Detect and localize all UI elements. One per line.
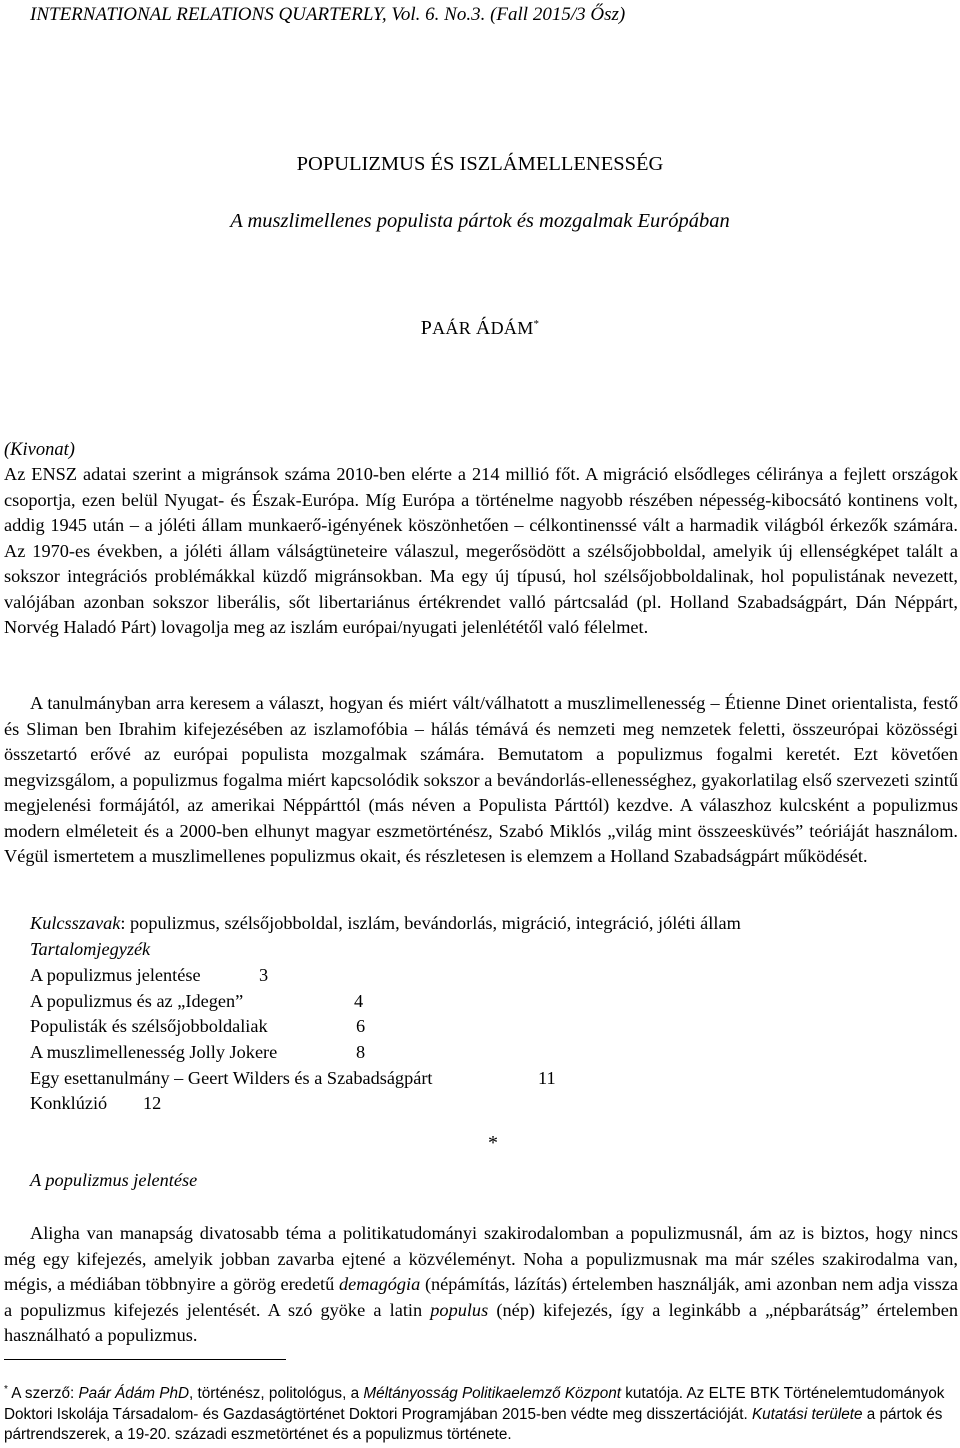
footnote-emphasis-1: Paár Ádám PhD [78,1385,190,1403]
section-emphasis-1: demagógia [338,1274,421,1294]
paper-subtitle: A muszlimellenes populista pártok és mozgalmak Európában [230,210,730,232]
footnote-emphasis-3: Kutatási területe [751,1405,863,1423]
toc-title: Tartalomjegyzék [30,939,151,959]
section-emphasis-2: populus [430,1299,489,1320]
keywords-label: Kulcsszavak [30,913,121,933]
journal-header: INTERNATIONAL RELATIONS QUARTERLY, Vol. 6. No.3. (Fall 2015/3 Ősz) [30,4,626,25]
footnote-text-1: A szerző: [7,1385,79,1403]
footnote-text-4: a pártok és pártrendszerek, a 19-20. századi eszmetörténet és a populizmus története. [4,1405,943,1444]
toc-item-page: 4 [354,991,364,1011]
abstract-paragraph-2-text: A tanulmányban arra keresem a választ, hogyan és miért vált/válhatott a muszlimellenesség – Étienne Dinet orientalista, festő és Sliman ben Ibrahim kifejezésében az iszlamofóbia – hálás témává és nemzeti meg nemzetek feletti, összeurópai közösségi összetartó erővé az európai populista mozgalmak számára. Bemutatom a populizmus fogalmi keretét. Ezt követően megvizsgálom, a populizmus fogalma miért kapcsolódik sokszor a bevándorlás-ellenességhez, gyakorlatilag első szervezeti szintű megjelenési formájától, az amerikai Néppárttól (más néven a Populista Párttól) kezdve. A válaszhoz kulcsként a populizmus modern elméleteit és a 2000-ben elhunyt magyar eszmetörténész, Szabó Miklós „világ mint összeesküvés” teóriáját használom. Végül ismertetem a muszlimellenes populizmus okait, és részletesen is elemzem a Holland Szabadságpárt működését. [4,693,958,866]
toc-item [30,1016,366,1037]
footnote-rule [4,1359,286,1360]
toc-item [30,1042,366,1063]
keywords-text: : populizmus, szélsőjobboldal, iszlám, bevándorlás, migráció, integráció, jóléti állam [120,913,741,933]
toc-item-label: Egy esettanulmány – Geert Wilders és a Szabadságpárt [30,1068,433,1088]
abstract-paragraph-2 [4,691,958,870]
author-name [0,317,960,340]
footnote [4,1380,954,1446]
toc-item-label: A populizmus jelentése [30,965,201,985]
toc-item-label: A muszlimellenesség Jolly Jokere [30,1042,278,1062]
author-initial-1: P [420,317,433,339]
section-separator: * [488,1132,498,1154]
keywords [30,913,741,934]
section-heading: A populizmus jelentése [30,1170,198,1190]
toc-item-page: 11 [538,1068,556,1088]
toc-item-page: 6 [356,1016,366,1036]
toc-item [30,1068,556,1089]
toc-item-page: 3 [259,965,269,985]
footnote-text-2: , történész, politológus, a [189,1385,364,1403]
abstract-label: (Kivonat) [4,440,75,460]
toc-item-label: Populisták és szélsőjobboldaliak [30,1016,268,1036]
footnote-text-3: kutatója. Az ELTE BTK Történelemtudományok Doktori Iskolája Társadalom- és Gazdaságtörténet Doktori Programjában 2015-ben védte meg disszertációját. [4,1385,945,1423]
author-part-1: AÁR [432,318,476,338]
toc-item [30,965,269,986]
toc-item [30,991,364,1012]
author-part-2: DÁM [490,318,534,338]
toc-item-label: A populizmus és az „Idegen” [30,991,244,1011]
toc-item-page: 12 [143,1093,162,1113]
toc-item-page: 8 [356,1042,366,1062]
footnote-mark: * [4,1384,8,1395]
paper-title: POPULIZMUS ÉS ISZLÁMELLENESSÉG [296,153,664,175]
toc-item [30,1093,162,1114]
section-text-2: (népámítás, lázítás) értelemben használják, ami azonban nem adja vissza a populizmus kifejezés jelentését. A szó gyöke a latin [4,1274,958,1320]
author-footnote-mark: * [533,318,540,330]
section-text-3: (nép) kifejezés, így a leginkább a „népbarátság” értelemben használható a populizmus. [4,1299,958,1345]
toc-item-label: Konklúzió [30,1093,108,1113]
abstract-paragraph-1: Az ENSZ adatai szerint a migránsok száma 2010-ben elérte a 214 millió főt. A migráció elsődleges céliránya a fejlett országok csoportja, ezen belül Nyugat- és Észak-Európa. Míg Európa a történelme nagyobb részében népesség-kibocsátó kontinens volt, addig 1945 után – a jóléti állam munkaerő-igényének köszönhetően – célkontinenssé vált a harmadik világból érkezők számára. Az 1970-es években, a jóléti állam válságtüneteire válaszul, megerősödött a szélsőjobboldal, amelyik új ellenségképet talált a sokszor integrációs problémákkal küzdő migránsokban. Ma egy új típusú, hol szélsőjobboldalinak, hol populistának nevezett, valójában azonban sokszor liberális, sőt libertariánus értékrendet valló pártcsalád (pl. Holland Szabadságpárt, Dán Néppárt, Norvég Haladó Párt) lovagolja meg az iszlám európai/nyugati jelenlététől való félelmet. [4,464,958,637]
author-initial-2: Á [475,317,491,339]
section-paragraph [4,1221,958,1349]
footnote-emphasis-2: Méltányosság Politikaelemző Központ [363,1385,621,1403]
section-text-1: Aligha van manapság divatosabb téma a politikatudományi szakirodalomban a populizmusnál, ám az is biztos, hogy nincs még egy kifejezés, amelyik jobban zavarba ejtené a közvéleményt. Noha a populizmusnak ma már széles szakirodalma van, mégis, a médiában többnyire a görög eredetű [4,1223,958,1294]
